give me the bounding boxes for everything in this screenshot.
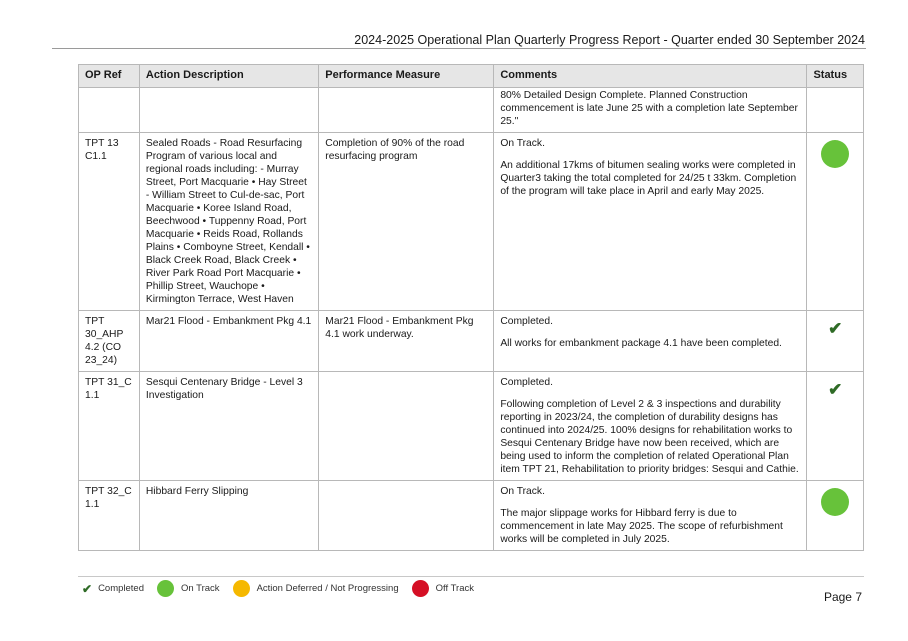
action-cell: Sealed Roads - Road Resurfacing Program of various local and regional roads including: - Murray Street, Port Macquarie • Hay Street - William Street to Cul-de-sac, Port Macquarie • Koree Island Road, Beechwood • Tuppenny Road, Port Macquarie • Reids Road, Rollands Plains • Comboyne Street, Kendall • Black Creek Road, Black Creek • River Park Road Port Macquarie • Phillip Street, Wauchope • Kirmington Terrace, West Haven [139, 133, 318, 311]
legend-item-off-track [412, 580, 474, 597]
op-ref-cell: TPT 32_C 1.1 [79, 481, 140, 551]
completed-check-icon: ✔ [828, 380, 843, 399]
table-row [79, 133, 864, 311]
table-row [79, 311, 864, 372]
comment-status: Completed. [500, 377, 553, 388]
comment-status: On Track. [500, 486, 545, 497]
progress-table [78, 64, 864, 551]
completed-check-icon: ✔ [828, 319, 843, 338]
comment-text: All works for embankment package 4.1 have been completed. [500, 338, 782, 349]
status-cell [807, 311, 864, 372]
col-header-action: Action Description [139, 65, 318, 88]
comments-cell [494, 311, 807, 372]
legend-label: On Track [181, 583, 220, 594]
green-dot-icon [157, 580, 174, 597]
report-title: 2024-2025 Operational Plan Quarterly Progress Report - Quarter ended 30 September 2024 [354, 33, 865, 47]
legend-label: Off Track [435, 583, 474, 594]
comments-cell [494, 481, 807, 551]
legend-item-on-track [157, 580, 220, 597]
op-ref-cell: TPT 30_AHP 4.2 (CO 23_24) [79, 311, 140, 372]
measure-cell: Completion of 90% of the road resurfacing program [319, 133, 494, 311]
comments-cell [494, 133, 807, 311]
status-cell [807, 133, 864, 311]
table-row [79, 372, 864, 481]
action-cell [139, 88, 318, 133]
comment-text: Following completion of Level 2 & 3 inspections and durability reporting in 2023/24, the completion of durability designs has continued into 2024/25. 100% designs for rehabilitation works to Sesqui Centenary Bridge have now been received, which are being used to inform the completion of related Operational Plan item TPT 21, Rehabilitation to priority bridges: Sesqui and Cathie. [500, 399, 799, 475]
table-row [79, 481, 864, 551]
table-row [79, 88, 864, 133]
col-header-measure: Performance Measure [319, 65, 494, 88]
op-ref-cell: TPT 13 C1.1 [79, 133, 140, 311]
table-header-row [79, 65, 864, 88]
col-header-comments: Comments [494, 65, 807, 88]
red-dot-icon [412, 580, 429, 597]
comment-text: 80% Detailed Design Complete. Planned Construction commencement is late June 25 with a completion late September 25." [500, 90, 798, 127]
status-cell [807, 372, 864, 481]
comment-text: An additional 17kms of bitumen sealing works were completed in Quarter3 taking the total completed for 24/25 t 33km. Completion of the program will take place in April and early May 2025. [500, 160, 797, 197]
on-track-status-icon [821, 488, 849, 516]
completed-check-icon: ✔ [82, 581, 93, 596]
action-cell: Sesqui Centenary Bridge - Level 3 Investigation [139, 372, 318, 481]
comment-status: On Track. [500, 138, 545, 149]
comments-cell [494, 372, 807, 481]
comments-cell [494, 88, 807, 133]
legend-item-deferred [233, 580, 399, 597]
status-legend [82, 580, 487, 597]
col-header-op-ref: OP Ref [79, 65, 140, 88]
legend-label: Action Deferred / Not Progressing [256, 583, 399, 594]
status-cell [807, 481, 864, 551]
action-cell: Hibbard Ferry Slipping [139, 481, 318, 551]
legend-label: Completed [98, 583, 145, 594]
col-header-status: Status [807, 65, 864, 88]
comment-status: Completed. [500, 316, 553, 327]
on-track-status-icon [821, 140, 849, 168]
measure-cell: Mar21 Flood - Embankment Pkg 4.1 work underway. [319, 311, 494, 372]
comment-text: The major slippage works for Hibbard ferry is due to commencement in late May 2025. The scope of refurbishment works will be completed in July 2025. [500, 508, 783, 545]
measure-cell [319, 88, 494, 133]
op-ref-cell [79, 88, 140, 133]
legend-item-completed [82, 582, 144, 596]
footer-divider [78, 576, 864, 577]
status-cell [807, 88, 864, 133]
measure-cell [319, 372, 494, 481]
measure-cell [319, 481, 494, 551]
header-divider [52, 48, 866, 49]
amber-dot-icon [233, 580, 250, 597]
op-ref-cell: TPT 31_C 1.1 [79, 372, 140, 481]
page-number: Page 7 [823, 590, 862, 604]
action-cell: Mar21 Flood - Embankment Pkg 4.1 [139, 311, 318, 372]
